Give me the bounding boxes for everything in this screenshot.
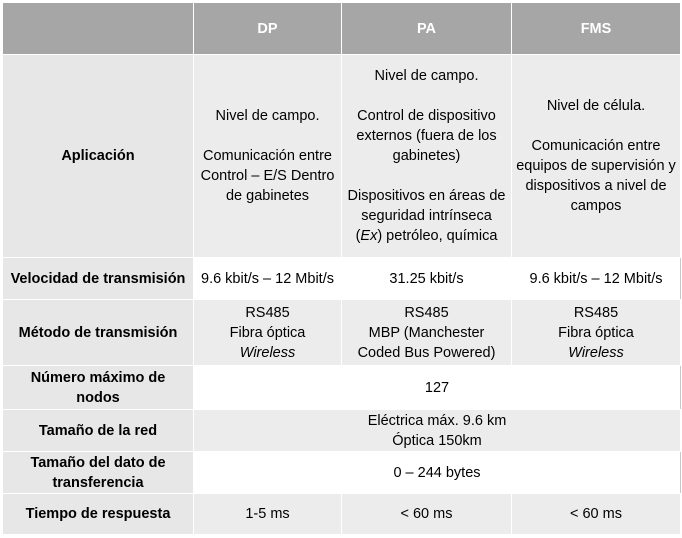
aplicacion-fms-line1: Nivel de célula.: [546, 98, 646, 114]
row-metodo: [3, 300, 681, 366]
aplicacion-pa-line3c: ) petróleo, química: [377, 228, 498, 244]
header-empty: [3, 3, 194, 55]
cell-metodo-pa: [342, 300, 512, 366]
aplicacion-dp-line2: Comunicación entre Control – E/S Dentro de gabinetes: [200, 148, 335, 204]
red-line2: Óptica 150km: [392, 432, 482, 449]
cell-nodos: 127: [194, 366, 681, 410]
cell-aplicacion-dp: [194, 55, 342, 258]
metodo-dp-3: Wireless: [239, 344, 296, 361]
aplicacion-pa-line2: Control de dispositivo externos (fuera de los gabinetes): [356, 108, 497, 164]
comparison-table: [2, 2, 681, 535]
aplicacion-pa-line3a: Dispositivos en áreas de seguridad intrínseca (: [347, 188, 506, 244]
metodo-dp-2: Fibra óptica: [229, 324, 306, 341]
aplicacion-pa-line1: Nivel de campo.: [374, 68, 479, 84]
header-pa: PA: [342, 3, 512, 55]
row-nodos: [3, 366, 681, 410]
row-label-metodo: Método de transmisión: [3, 300, 194, 366]
cell-aplicacion-pa: [342, 55, 512, 258]
aplicacion-dp-line1: Nivel de campo.: [215, 108, 320, 124]
row-respuesta: [3, 494, 681, 535]
row-label-velocidad: Velocidad de transmisión: [3, 258, 194, 300]
aplicacion-pa-line3: [346, 186, 507, 246]
row-aplicacion: [3, 55, 681, 258]
row-label-respuesta: Tiempo de respuesta: [3, 494, 194, 535]
cell-metodo-fms: [512, 300, 681, 366]
cell-respuesta-dp: 1-5 ms: [194, 494, 342, 535]
metodo-fms-3: Wireless: [568, 344, 624, 361]
row-dato: [3, 452, 681, 494]
row-red: [3, 410, 681, 452]
aplicacion-fms-line2: Comunicación entre equipos de supervisión y dispositivos a nivel de campos: [516, 138, 676, 214]
metodo-dp-1: RS485: [245, 304, 290, 321]
aplicacion-pa-ex: Ex: [360, 228, 378, 244]
cell-red: [194, 410, 681, 452]
cell-velocidad-dp: 9.6 kbit/s – 12 Mbit/s: [194, 258, 342, 300]
cell-velocidad-pa: 31.25 kbit/s: [342, 258, 512, 300]
cell-dato: 0 – 244 bytes: [194, 452, 681, 494]
metodo-pa-2: MBP (Manchester Coded Bus Powered): [357, 324, 496, 361]
metodo-fms-1: RS485: [573, 304, 619, 321]
cell-respuesta-pa: < 60 ms: [342, 494, 512, 535]
cell-respuesta-fms: < 60 ms: [512, 494, 681, 535]
row-velocidad: [3, 258, 681, 300]
metodo-fms-2: Fibra óptica: [558, 324, 634, 341]
header-row: [3, 3, 681, 55]
cell-aplicacion-fms: [512, 55, 681, 258]
row-label-red: Tamaño de la red: [3, 410, 194, 452]
row-label-aplicacion: Aplicación: [3, 55, 194, 258]
header-fms: FMS: [512, 3, 681, 55]
header-dp: DP: [194, 3, 342, 55]
row-label-dato: Tamaño del dato de transferencia: [3, 452, 194, 494]
metodo-pa-1: RS485: [404, 304, 449, 321]
row-label-nodos: Número máximo de nodos: [3, 366, 194, 410]
red-line1: Eléctrica máx. 9.6 km: [367, 412, 507, 429]
cell-velocidad-fms: 9.6 kbit/s – 12 Mbit/s: [512, 258, 681, 300]
cell-metodo-dp: [194, 300, 342, 366]
